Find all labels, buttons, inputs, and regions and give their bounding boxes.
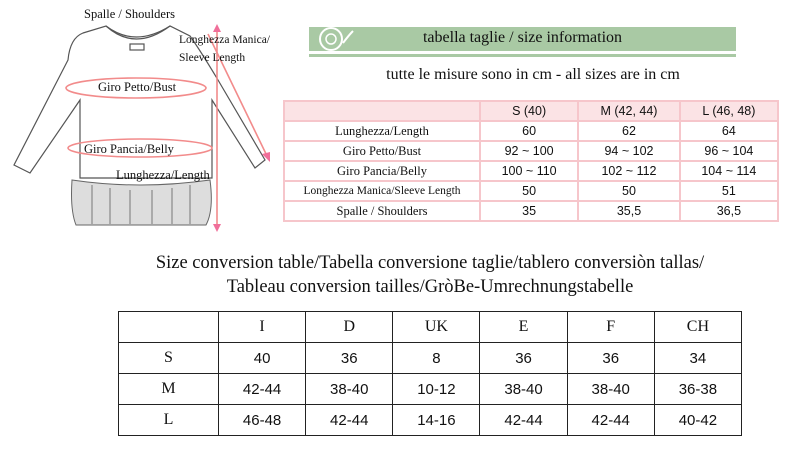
cell: 14-16: [393, 405, 480, 436]
cell: 38-40: [480, 374, 567, 405]
length-label: Lunghezza/Length: [116, 168, 210, 182]
row-label: Giro Petto/Bust: [284, 141, 480, 161]
cell: 50: [578, 181, 680, 201]
conversion-title-line2: Tableau conversion tailles/GròBe-Umrechnungstabelle: [226, 277, 634, 297]
shoulders-label: Spalle / Shoulders: [84, 7, 175, 21]
table-row: [284, 181, 778, 201]
size-table-header: [284, 101, 778, 121]
row-label: Longhezza Manica/Sleeve Length: [284, 181, 480, 201]
cell: 8: [393, 343, 480, 374]
table-row: [284, 141, 778, 161]
header-cell: S (40): [480, 101, 578, 121]
header-cell: I: [219, 312, 306, 343]
cell: 50: [480, 181, 578, 201]
units-note: tutte le misure sono in cm - all sizes are in cm: [386, 66, 680, 83]
table-row: [284, 201, 778, 221]
banner-title: tabella taglie / size information: [422, 29, 623, 46]
header-cell: F: [567, 312, 654, 343]
row-label: Spalle / Shoulders: [284, 201, 480, 221]
sleeve-label-line1: Longhezza Manica/: [179, 34, 270, 46]
header-cell: M (42, 44): [578, 101, 680, 121]
cell: 102 ~ 112: [578, 161, 680, 181]
cell: 104 ~ 114: [680, 161, 778, 181]
row-label: Giro Pancia/Belly: [284, 161, 480, 181]
belly-label: Giro Pancia/Belly: [84, 142, 174, 156]
conversion-table: [118, 311, 742, 436]
header-cell: D: [306, 312, 393, 343]
cell: 42-44: [567, 405, 654, 436]
cell: 42-44: [219, 374, 306, 405]
cell: 64: [680, 121, 778, 141]
cell: 46-48: [219, 405, 306, 436]
cell: 40: [219, 343, 306, 374]
cell: 38-40: [306, 374, 393, 405]
cell: 96 ~ 104: [680, 141, 778, 161]
row-label: Lunghezza/Length: [284, 121, 480, 141]
cell: 35: [480, 201, 578, 221]
cell: 60: [480, 121, 578, 141]
cell: 38-40: [567, 374, 654, 405]
header-cell: UK: [393, 312, 480, 343]
size-table: [283, 100, 779, 222]
cell: 51: [680, 181, 778, 201]
header-cell: E: [480, 312, 567, 343]
cell: 36-38: [654, 374, 741, 405]
header-cell: [284, 101, 480, 121]
cell: 36: [306, 343, 393, 374]
header-cell: L (46, 48): [680, 101, 778, 121]
garment-diagram: [0, 0, 290, 240]
size-label: S: [119, 343, 219, 374]
cell: 35,5: [578, 201, 680, 221]
cell: 100 ~ 110: [480, 161, 578, 181]
size-info-banner: [309, 27, 736, 54]
sleeve-label-line2: Sleeve Length: [179, 52, 246, 64]
cell: 92 ~ 100: [480, 141, 578, 161]
header-cell: CH: [654, 312, 741, 343]
cell: 42-44: [480, 405, 567, 436]
cell: 36,5: [680, 201, 778, 221]
table-row: [284, 121, 778, 141]
header-cell: [119, 312, 219, 343]
size-label: M: [119, 374, 219, 405]
conversion-header-row: [119, 312, 742, 343]
bust-label: Giro Petto/Bust: [98, 80, 177, 94]
cell: 40-42: [654, 405, 741, 436]
cell: 10-12: [393, 374, 480, 405]
size-label: L: [119, 405, 219, 436]
table-row: [119, 343, 742, 374]
cell: 34: [654, 343, 741, 374]
table-row: [119, 405, 742, 436]
cell: 36: [567, 343, 654, 374]
table-row: [284, 161, 778, 181]
table-row: [119, 374, 742, 405]
cell: 42-44: [306, 405, 393, 436]
cell: 94 ~ 102: [578, 141, 680, 161]
conversion-title-line1: Size conversion table/Tabella conversione taglie/tablero conversiòn tallas/: [155, 253, 705, 273]
cell: 36: [480, 343, 567, 374]
conversion-title: [60, 251, 800, 299]
cell: 62: [578, 121, 680, 141]
